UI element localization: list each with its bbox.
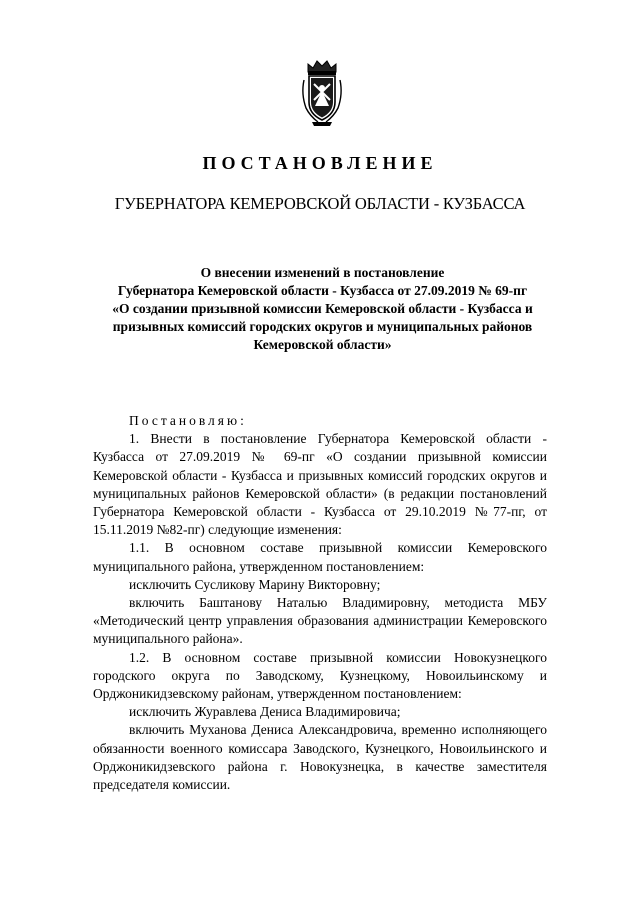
body-line: включить Баштанову Наталью Владимировну, методиста МБУ	[129, 595, 547, 611]
subject-line: О внесении изменений в постановление	[200, 265, 445, 280]
subject-line: «О создании призывной комиссии Кемеровской области - Кузбасса и	[112, 301, 533, 316]
body-line: Кемеровской области - Кузбасса и призывных комиссий городских округов и	[93, 467, 547, 483]
subject-line: Губернатора Кемеровской области - Кузбасса от 27.09.2019 № 69-пг	[117, 283, 528, 298]
decree-word: Постановляю:	[129, 413, 247, 428]
document-subject	[95, 264, 550, 354]
body-line: председателя комиссии.	[93, 777, 231, 793]
body-line: 1.1. В основном составе призывной комиссии Кемеровского	[129, 540, 547, 556]
body-line: 1.2. В основном составе призывной комиссии Новокузнецкого	[129, 649, 547, 665]
body-line: Орджоникидзевскому районам, утвержденном постановлением:	[93, 686, 462, 702]
body-line: включить Муханова Дениса Александровича, временно исполняющего	[129, 722, 547, 738]
body-line: муниципальных районов Кемеровской области» (в редакции постановлений	[93, 485, 547, 501]
body-line: 1. Внести в постановление Губернатора Кемеровской области -	[129, 431, 547, 447]
body-line: обязанности военного комиссара Заводского, Кузнецкого, Новоильинского и	[93, 740, 547, 756]
body-line: исключить Сусликову Марину Викторовну;	[129, 576, 381, 592]
body-line: Орджоникидзевского района г. Новокузнецка, в качестве заместителя	[93, 758, 547, 774]
body-line: 15.11.2019 №82-пг) следующие изменения:	[93, 522, 342, 538]
body-line: Губернатора Кемеровской области - Кузбасса от 29.10.2019 №77-пг, от	[93, 504, 547, 520]
body-line: «Методический центр управления образования администрации Кемеровского	[93, 613, 547, 629]
kemerovo-coat-of-arms-icon	[298, 58, 346, 128]
body-line: муниципального района, утвержденном постановлением:	[93, 558, 425, 574]
body-line: городского округа по Заводскому, Кузнецкому, Новоильинскому и	[93, 667, 547, 683]
body-line: исключить Журавлева Дениса Владимировича;	[129, 704, 401, 720]
issuing-authority: ГУБЕРНАТОРА КЕМЕРОВСКОЙ ОБЛАСТИ - КУЗБАССА	[114, 194, 526, 213]
body-line: Кузбасса от 27.09.2019 № 69-пг «О создании призывной комиссии	[93, 449, 547, 465]
body-line: муниципального района».	[93, 631, 243, 647]
subject-line: Кемеровской области»	[253, 337, 392, 352]
subject-line: призывных комиссий городских округов и муниципальных районов	[112, 319, 533, 334]
document-body	[93, 412, 547, 794]
document-type-title: ПОСТАНОВЛЕНИЕ	[202, 153, 438, 173]
